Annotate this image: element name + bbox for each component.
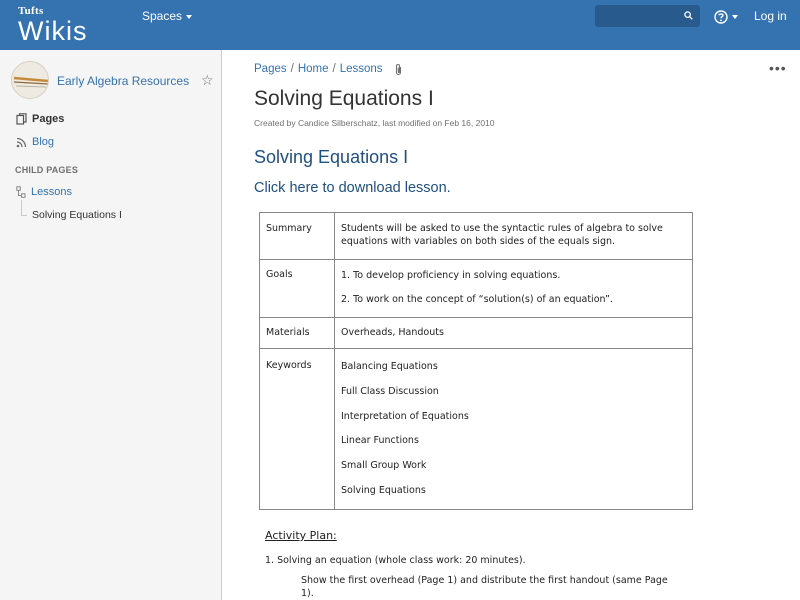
page-tree-icon [16, 186, 26, 198]
table-cell-materials: Overheads, Handouts [335, 318, 693, 349]
page-title: Solving Equations I [254, 87, 434, 110]
keyword-item: Linear Functions [341, 435, 419, 447]
space-name-link[interactable]: Early Algebra Resources [57, 74, 190, 88]
sidebar-item-label: Blog [32, 136, 55, 148]
activity-plan-heading: Activity Plan: [265, 529, 337, 542]
table-row [260, 318, 693, 349]
top-navigation-bar [0, 0, 800, 50]
more-icon[interactable]: ••• [769, 60, 787, 76]
page-tree-connector [21, 200, 27, 216]
child-pages-heading: CHILD PAGES [15, 165, 79, 175]
table-row [260, 213, 693, 260]
chevron-down-icon [732, 15, 738, 19]
goal-item: 1. To develop proficiency in solving equations. [341, 270, 561, 281]
activity-step: 1. Solving an equation (whole class work: 20 minutes). [265, 555, 526, 566]
breadcrumb [254, 63, 383, 75]
keyword-item: Interpretation of Equations [341, 410, 469, 422]
breadcrumb-item-lessons[interactable]: Lessons [339, 63, 383, 75]
keyword-item: Full Class Discussion [341, 385, 439, 397]
login-link[interactable]: Log in [754, 9, 787, 23]
breadcrumb-item-pages[interactable]: Pages [254, 63, 287, 75]
table-cell-goals [335, 260, 693, 318]
tufts-wikis-logo[interactable] [18, 6, 87, 45]
search-box[interactable] [595, 5, 700, 27]
page-tree-item-lessons[interactable] [16, 186, 72, 198]
space-avatar[interactable] [11, 61, 49, 99]
content-heading: Solving Equations I [254, 147, 409, 167]
help-icon [714, 10, 728, 24]
blog-icon [16, 137, 27, 148]
activity-step-detail: Show the first overhead (Page 1) and distribute the first handout (same Page 1). [301, 575, 668, 599]
table-label-goals: Goals [260, 260, 335, 318]
logo-product: Wikis [18, 16, 88, 46]
sidebar-item-pages[interactable] [16, 113, 64, 125]
spaces-menu[interactable] [142, 9, 192, 23]
page-tree-item-label: Lessons [31, 186, 72, 198]
table-row [260, 260, 693, 318]
sidebar [0, 50, 222, 600]
search-icon[interactable] [684, 11, 693, 20]
download-lesson-link[interactable]: Click here to download lesson. [254, 180, 451, 196]
table-cell-summary: Students will be asked to use the syntactic rules of algebra to solve equations with variables on both sides of the equals sign. [335, 213, 693, 260]
star-icon[interactable]: ☆ [201, 72, 214, 88]
paperclip-icon[interactable] [394, 63, 403, 81]
table-label-materials: Materials [260, 318, 335, 349]
table-label-summary: Summary [260, 213, 335, 260]
goal-item: 2. To work on the concept of “solution(s) of an equation”. [341, 294, 613, 305]
sidebar-item-blog[interactable] [16, 136, 54, 148]
chevron-down-icon [186, 15, 192, 19]
logo-brand: Tufts [18, 5, 44, 17]
help-menu[interactable] [714, 8, 738, 26]
page-byline: Created by Candice Silberschatz, last modified on Feb 16, 2010 [254, 118, 495, 128]
table-row [260, 349, 693, 510]
keyword-item: Small Group Work [341, 460, 427, 472]
table-label-keywords: Keywords [260, 349, 335, 510]
keyword-item: Balancing Equations [341, 361, 438, 372]
space-logo-image [12, 62, 49, 99]
keyword-item: Solving Equations [341, 484, 426, 496]
sidebar-item-label: Pages [32, 113, 65, 125]
breadcrumb-item-home[interactable]: Home [297, 63, 329, 75]
pages-icon [16, 113, 27, 125]
lesson-overview-table [259, 212, 693, 510]
table-cell-keywords [335, 349, 693, 510]
page-tree-item-current[interactable]: Solving Equations I [32, 209, 122, 221]
breadcrumb-separator: / [290, 63, 294, 75]
spaces-label: Spaces [142, 9, 183, 23]
breadcrumb-separator: / [332, 63, 336, 75]
